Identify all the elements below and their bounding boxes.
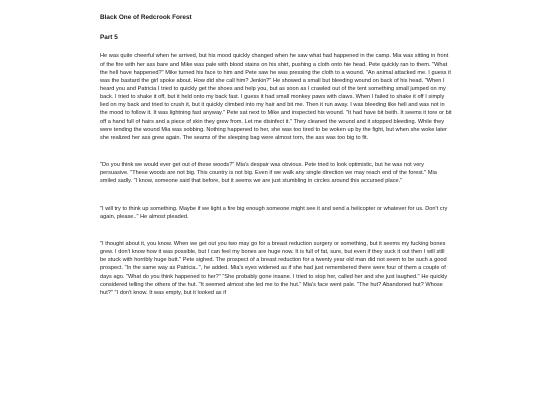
paragraph: "I thought about it, you know. When we get out you two may go for a breast reduction surgery or something, but it seems my fucking bones grew. I don't know how it was possible, but I can feel my bones are huge now. It is full of fat, sure, but even if they suck it out then I will still be stuck with horribly huge butt." Pete sighed. The prospect of a breast reduction for a twenty year old man did not seem to be such a good prospect. "In the same way as Patricia..", he added. Mia's eyes widened as if she had just remembered there were four of them a couple of days ago. "What do you think happened to her?" "She probably gone insane. I tried to stop her, called her and she just laughed." He quickly considered telling the others of the hut. "It seemed almost she led me to the hut." Mia's face went pale. "The hut? Abandoned hut? Whose hut?" "I don't know. It was empty, but it looked as if xyxy=(100,240,448,296)
document-title: Black One of Redcrook Forest xyxy=(100,14,192,21)
paragraph: "Do you think we would ever get out of these woods?" Mia's despair was obvious. Pete tried to look optimistic, but he was not very persuasive. "These woods are not big. This country is not big. Even if we walk any single direction we may reach end of the forest." Mia smiled sadly. "I know, someone said that before, but it seems we are just stumbling in circles around this accursed place." xyxy=(100,162,437,185)
paragraph: He was quite cheerful when he arrived, but his mood quickly changed when he saw what had happened in the camp. Mia was sitting in front of the fire with her ass bare and Mike was pale with blood stains on his shirt, pushing a cloth onto hie head. Pete quickly ran to them. "What the hell have happened?" Mike turned his face to him and Pete saw he was pressing the cloth to a wound. "An animal attacked me. I guess it was the bastard the girl spoke about. How did she call him? Jenkin?" He showed a small but bleeding wound on back of his head. "When I heard you and Patricia I tried to quickly get the shoes and help you, but as soon as I crawled out of the tent something small jumped on my back. I tried to shake it off, but it held onto my back fast. I guess it had small monkey paws with claws. When I failed to shake it off I simply lied on my back and tried to crush it, but it quickly climbed into my hair and bit me. Then it run away. I was bleeding like hell and was not in the mood to follow it. It was lightning fast anyway." Pete sat next to Mike and inspected his wound. "It had have bit beith. It seems it tore or bit off a hand full of hairs and a piece of skin they grew from. Let me disinfect it." They cleaned the wound and it stopped bleeding. While they were tending the wound Mia was sobbing. Nothing happened to her, she was too tired to be woken up by the fight, but when she woke later she realized her ass grew again. The seams of the sleeping bag were almost torn, the ass was too big to fit. xyxy=(100,53,452,141)
paragraph: "I will try to think up something. Maybe if we light a fire big enough someone might see it and send a helicopter or whatever for us. Don't cry again, please.." He almost pleaded. xyxy=(100,205,448,220)
part-heading: Part 5 xyxy=(100,33,118,41)
